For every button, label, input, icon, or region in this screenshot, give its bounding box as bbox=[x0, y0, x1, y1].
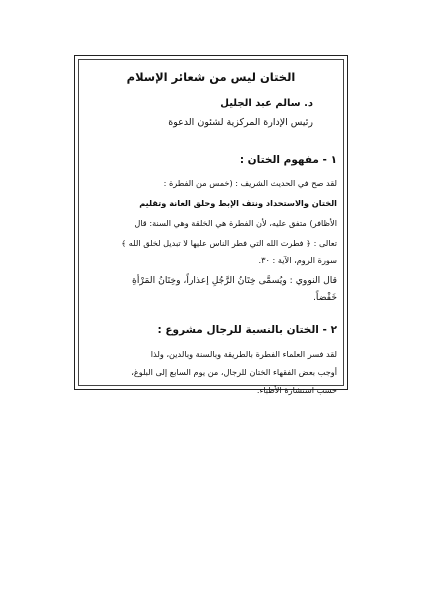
section2-line: حسب استشارة الأطباء. bbox=[256, 385, 337, 395]
section2-line: لقد فسر العلماء الفطرة بالطريقة وبالسنة وبالدين، ولذا bbox=[150, 349, 337, 359]
section2-line: أوجب بعض الفقهاء الختان للرجال، من يوم السابع إلى البلوغ، bbox=[131, 367, 337, 377]
section1-line: الختان والاستحداد ونتف الإبط وحلق العانة وتقليم bbox=[139, 198, 337, 208]
section1-line: سورة الروم، الآية : ٣٠. bbox=[258, 255, 337, 265]
section1-line: لقد صح في الحديث الشريف : (خمس من الفطرة : bbox=[163, 178, 337, 188]
section1-line: قال النووي : ويُسمَّى خِتَانُ الرَّجُلِ إعذاراً، وخِتَانُ المَرْأةِ bbox=[132, 275, 337, 286]
article-title: الختان ليس من شعائر الإسلام bbox=[126, 70, 296, 84]
section1-line: خَفْضاً. bbox=[312, 292, 337, 303]
section1-heading: ١ - مفهوم الختان : bbox=[239, 154, 337, 166]
author-name: د. سالم عبد الجليل bbox=[220, 98, 313, 109]
section1-line: الأظافر) متفق عليه، لأن الفطرة هي الخلقة وهي السنة: قال bbox=[134, 218, 337, 228]
author-role: رئيس الإدارة المركزية لشئون الدعوة bbox=[168, 117, 313, 128]
section1-line: تعالى : ﴿ فطرت الله التي فطر الناس عليها لا تبديل لخلق الله ﴾ bbox=[121, 238, 337, 248]
section2-heading: ٢ - الختان بالنسبة للرجال مشروع : bbox=[157, 324, 337, 336]
